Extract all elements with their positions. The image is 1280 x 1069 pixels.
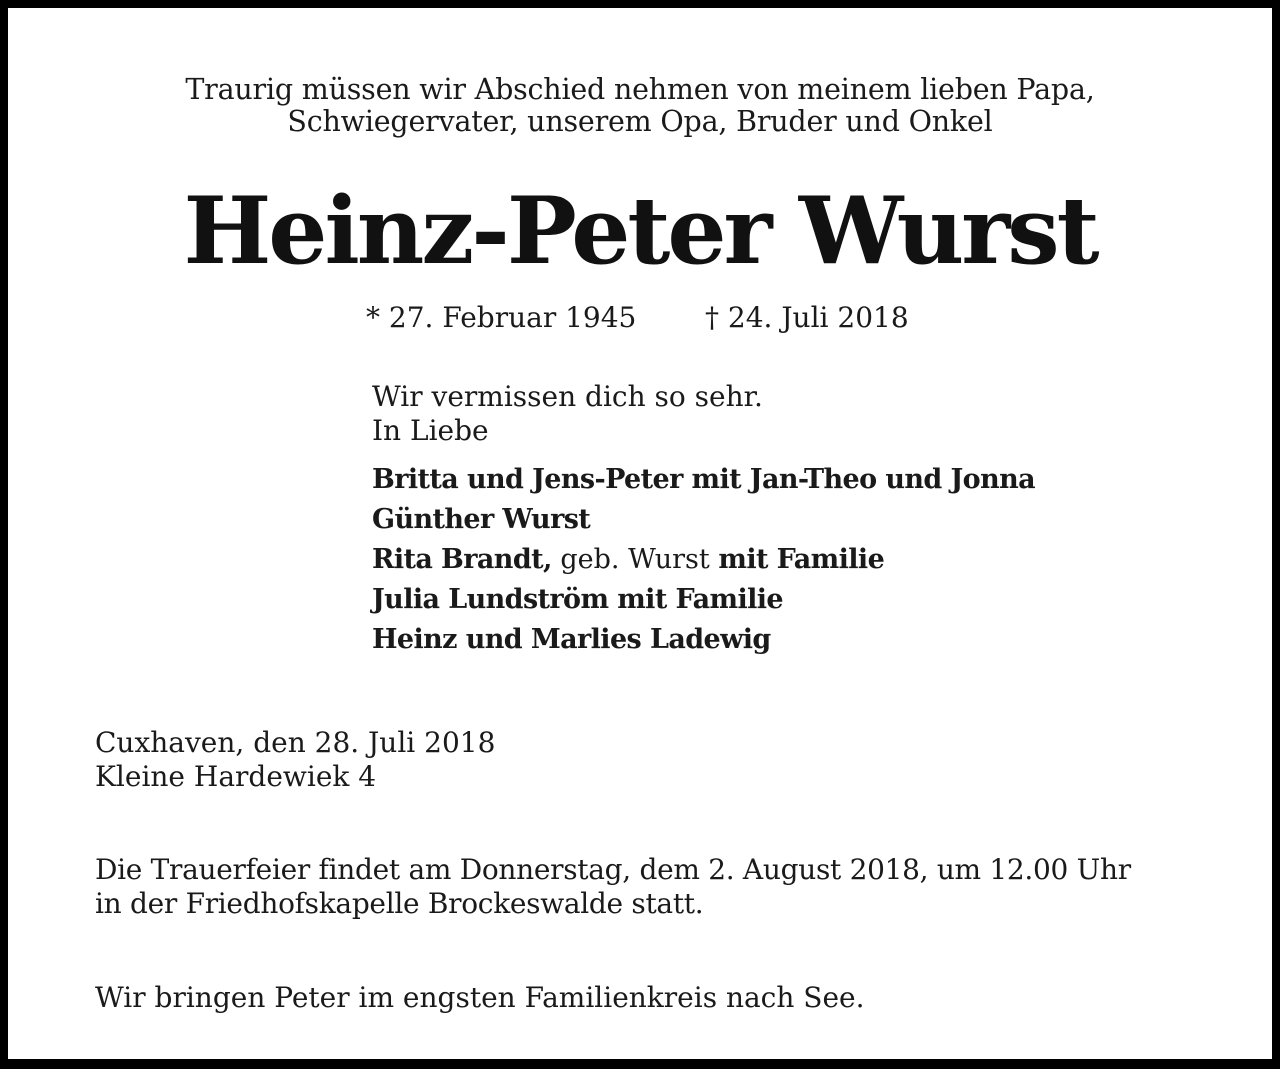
intro-text bbox=[8, 74, 1272, 138]
intro-line-2: Schwiegervater, unserem Opa, Bruder und Onkel bbox=[287, 105, 993, 138]
birth-date: * 27. Februar 1945 bbox=[366, 301, 637, 334]
motto bbox=[372, 380, 763, 448]
service-line-1: Die Trauerfeier findet am Donnerstag, dem 2. August 2018, um 12.00 Uhr bbox=[95, 853, 1131, 886]
mourner-line-5: Heinz und Marlies Ladewig bbox=[372, 624, 771, 655]
service-line-2: in der Friedhofskapelle Brockeswalde statt. bbox=[95, 887, 704, 920]
mourner-line-4: Julia Lundström mit Familie bbox=[372, 584, 784, 615]
address: Kleine Hardewiek 4 bbox=[95, 760, 377, 793]
mourner-line-3-suffix: mit Familie bbox=[718, 544, 885, 575]
mourner-line-3-note: geb. Wurst bbox=[551, 544, 719, 575]
funeral-service-info bbox=[95, 853, 1131, 921]
mourner-line-3-name: Rita Brandt, bbox=[372, 544, 552, 575]
death-date: † 24. Juli 2018 bbox=[705, 301, 909, 334]
mourner-line-3 bbox=[372, 540, 1035, 580]
motto-line-1: Wir vermissen dich so sehr. bbox=[372, 380, 763, 413]
closing-line: Wir bringen Peter im engsten Familienkreis nach See. bbox=[95, 981, 865, 1014]
deceased-name: Heinz-Peter Wurst bbox=[183, 176, 1097, 285]
city-date: Cuxhaven, den 28. Juli 2018 bbox=[95, 726, 496, 759]
mourners-list bbox=[372, 460, 1035, 660]
mourner-line-2: Günther Wurst bbox=[372, 504, 591, 535]
motto-line-2: In Liebe bbox=[372, 414, 489, 447]
mourner-line-1: Britta und Jens-Peter mit Jan-Theo und Jonna bbox=[372, 464, 1036, 495]
place-and-address bbox=[95, 726, 495, 794]
intro-line-1: Traurig müssen wir Abschied nehmen von meinem lieben Papa, bbox=[185, 73, 1095, 106]
